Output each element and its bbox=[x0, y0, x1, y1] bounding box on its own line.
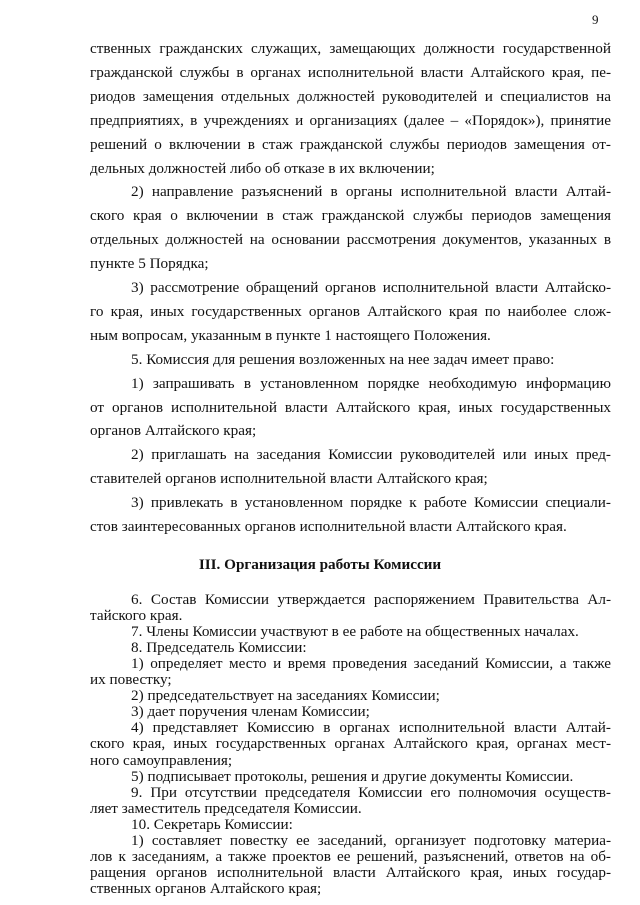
text-line: тайского края. bbox=[90, 607, 183, 624]
text-line: ственных органов Алтайского края; bbox=[90, 880, 322, 897]
text-line: 3) рассмотрение обращений органов исполнительной власти Алтайско- bbox=[131, 279, 611, 296]
text-line: 5) подписывает протоколы, решения и другие документы Комиссии. bbox=[131, 768, 574, 785]
text-line: 6. Состав Комиссии утверждается распоряжением Правительства Ал- bbox=[131, 591, 611, 608]
text-line: органов Алтайского края; bbox=[90, 422, 257, 439]
text-line: 1) запрашивать в установленном порядке необходимую информацию bbox=[131, 375, 611, 392]
text-line: их повестку; bbox=[90, 671, 172, 688]
text-line: стов заинтересованных органов исполнительной власти Алтайского края. bbox=[90, 518, 567, 535]
text-line: 2) приглашать на заседания Комиссии руководителей или иных пред- bbox=[131, 446, 611, 463]
text-line: 1) определяет место и время проведения заседаний Комиссии, а также bbox=[131, 655, 611, 672]
text-line: решений о включении в стаж гражданской службы периодов замещения от- bbox=[90, 136, 611, 153]
text-line: пункте 5 Порядка; bbox=[90, 255, 209, 272]
text-line: 1) составляет повестку ее заседаний, организует подготовку материа- bbox=[131, 832, 611, 849]
text-line: 8. Председатель Комиссии: bbox=[131, 639, 307, 656]
text-line: от органов исполнительной власти Алтайского края, иных государственных bbox=[90, 399, 611, 416]
text-line: риодов замещения отдельных должностей руководителей и специалистов на bbox=[90, 88, 611, 105]
text-line: 7. Члены Комиссии участвуют в ее работе на общественных началах. bbox=[131, 623, 579, 640]
text-line: 2) председательствует на заседаниях Комиссии; bbox=[131, 687, 440, 704]
text-line: го края, иных государственных органов Алтайского края по наиболее слож- bbox=[90, 303, 611, 320]
text-line: 3) дает поручения членам Комиссии; bbox=[131, 703, 370, 720]
text-line: ставителей органов исполнительной власти Алтайского края; bbox=[90, 470, 488, 487]
text-line: ского края о включении в стаж гражданской службы периодов замещения bbox=[90, 207, 611, 224]
text-line: 3) привлекать в установленном порядке к работе Комиссии специали- bbox=[131, 494, 611, 511]
section-heading: III. Организация работы Комиссии bbox=[198, 556, 442, 573]
text-line: 9. При отсутствии председателя Комиссии его полномочия осуществ- bbox=[131, 784, 611, 801]
text-line: гражданской службы в органах исполнительной власти Алтайского края, пе- bbox=[90, 64, 611, 81]
text-line: 2) направление разъяснений в органы исполнительной власти Алтай- bbox=[131, 183, 611, 200]
text-line: отдельных должностей на основании рассмотрения документов, указанных в bbox=[90, 231, 611, 248]
text-line: ственных гражданских служащих, замещающих должности государственной bbox=[90, 40, 611, 57]
text-line: лов к заседаниям, а также проектов ее решений, разъяснений, ответов на об- bbox=[90, 848, 611, 865]
text-line: 4) представляет Комиссию в органах исполнительной власти Алтай- bbox=[131, 719, 611, 736]
text-line: ного самоуправления; bbox=[90, 752, 233, 769]
page-number: 9 bbox=[592, 12, 599, 27]
text-line: ращения органов исполнительной власти Алтайского края, иных государ- bbox=[90, 864, 611, 881]
text-line: 5. Комиссия для решения возложенных на нее задач имеет право: bbox=[131, 351, 555, 368]
text-line: ляет заместитель председателя Комиссии. bbox=[90, 800, 362, 817]
text-line: 10. Секретарь Комиссии: bbox=[131, 816, 293, 833]
text-line: предприятиях, в учреждениях и организациях (далее – «Порядок»), принятие bbox=[90, 112, 611, 129]
text-line: ского края, иных государственных органах Алтайского края, органах мест- bbox=[90, 735, 611, 752]
text-line: ным вопросам, указанным в пункте 1 настоящего Положения. bbox=[90, 327, 491, 344]
text-line: дельных должностей либо об отказе в их включении; bbox=[90, 160, 435, 177]
